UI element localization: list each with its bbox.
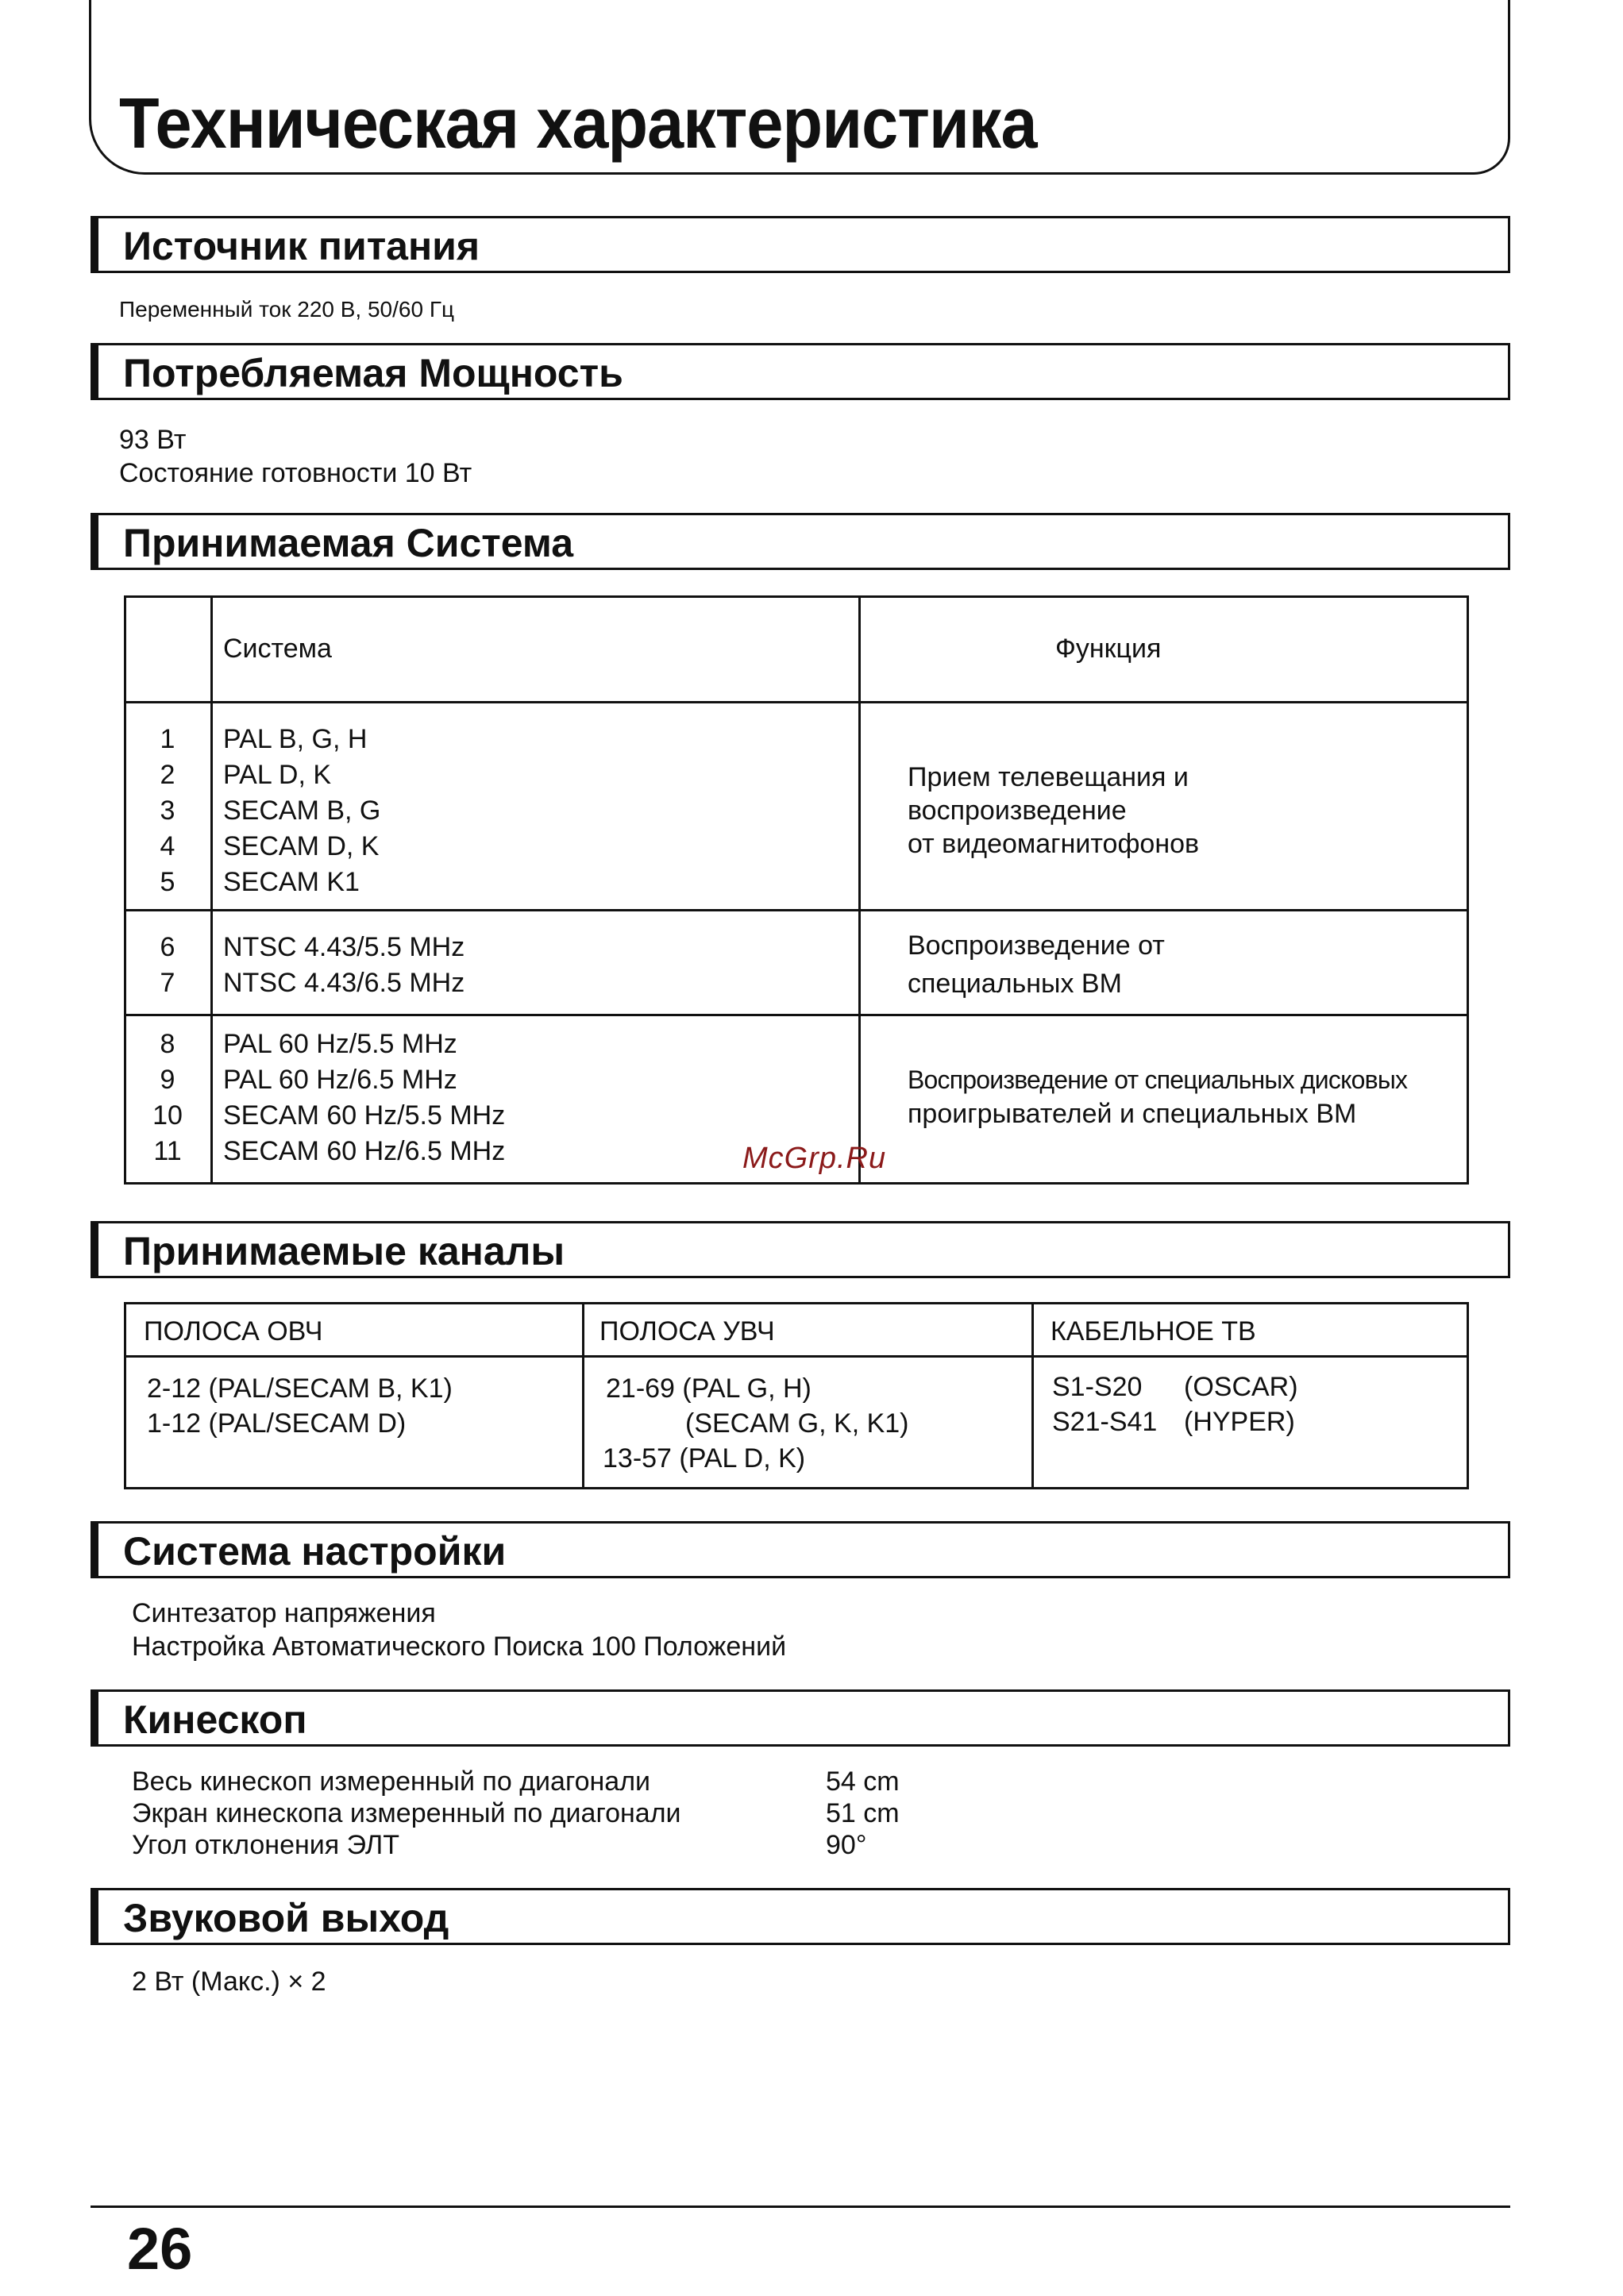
footer-rule bbox=[91, 2205, 1510, 2208]
channels-heading-label: Принимаемые каналы bbox=[123, 1229, 565, 1273]
section-heading-channels bbox=[91, 1221, 1510, 1278]
function-text: от видеомагнитофонов bbox=[908, 829, 1200, 859]
audio-heading-label: Звуковой выход bbox=[123, 1896, 449, 1940]
crt-label: Угол отклонения ЭЛТ bbox=[132, 1830, 399, 1860]
system-name: SECAM 60 Hz/5.5 MHz bbox=[223, 1100, 506, 1131]
power-value: Переменный ток 220 В, 50/60 Гц bbox=[119, 297, 455, 322]
section-heading-crt bbox=[91, 1689, 1510, 1747]
tuning-heading-label: Система настройки bbox=[123, 1529, 507, 1574]
page-title: Техническая характеристика bbox=[119, 84, 1037, 164]
channels-table bbox=[124, 1302, 1469, 1489]
system-col-header: Система bbox=[223, 634, 332, 664]
system-name: NTSC 4.43/5.5 MHz bbox=[223, 932, 465, 962]
function-col-header: Функция bbox=[1055, 634, 1162, 664]
system-name: PAL 60 Hz/6.5 MHz bbox=[223, 1065, 457, 1095]
function-text: специальных ВМ bbox=[908, 969, 1122, 999]
system-name: SECAM D, K bbox=[223, 831, 380, 861]
cable-name: (OSCAR) bbox=[1184, 1372, 1298, 1402]
cable-col-header: КАБЕЛЬНОЕ ТВ bbox=[1051, 1316, 1256, 1346]
crt-heading-label: Кинескоп bbox=[123, 1697, 307, 1742]
crt-label: Экран кинескопа измеренный по диагонали bbox=[132, 1798, 681, 1828]
function-text: проигрывателей и специальных ВМ bbox=[908, 1099, 1357, 1129]
system-name: PAL 60 Hz/5.5 MHz bbox=[223, 1029, 457, 1059]
row-number: 4 bbox=[160, 831, 175, 861]
system-name: NTSC 4.43/6.5 MHz bbox=[223, 968, 465, 998]
system-name: PAL D, K bbox=[223, 760, 332, 790]
system-name: SECAM 60 Hz/6.5 MHz bbox=[223, 1136, 506, 1166]
uhf-range: 21-69 (PAL G, H) bbox=[606, 1373, 812, 1404]
power-heading-label: Источник питания bbox=[123, 224, 480, 268]
cable-range: S21-S41 bbox=[1052, 1407, 1158, 1437]
system-heading-label: Принимаемая Система bbox=[123, 521, 574, 565]
row-number: 2 bbox=[160, 760, 175, 790]
row-number: 5 bbox=[160, 867, 175, 897]
section-heading-tuning bbox=[91, 1521, 1510, 1578]
row-number: 9 bbox=[160, 1065, 175, 1095]
uhf-range: 13-57 (PAL D, K) bbox=[603, 1443, 806, 1474]
consumption-value: 93 Вт bbox=[119, 425, 187, 455]
system-name: SECAM K1 bbox=[223, 867, 360, 897]
vhf-col-header: ПОЛОСА ОВЧ bbox=[144, 1316, 323, 1346]
row-number: 8 bbox=[160, 1029, 175, 1059]
crt-value: 51 cm bbox=[826, 1798, 900, 1828]
crt-value: 90° bbox=[826, 1830, 867, 1860]
page-number: 26 bbox=[127, 2216, 193, 2282]
section-heading-power bbox=[91, 216, 1510, 273]
row-number: 3 bbox=[160, 796, 175, 826]
cable-name: (HYPER) bbox=[1184, 1407, 1295, 1437]
section-heading-audio bbox=[91, 1888, 1510, 1945]
uhf-col-header: ПОЛОСА УВЧ bbox=[599, 1316, 775, 1346]
section-heading-consumption bbox=[91, 343, 1510, 400]
function-text: Прием телевещания и bbox=[908, 762, 1189, 792]
section-heading-system bbox=[91, 513, 1510, 570]
vhf-range: 2-12 (PAL/SECAM B, K1) bbox=[147, 1373, 453, 1404]
function-text: воспроизведение bbox=[908, 796, 1127, 826]
watermark: McGrp.Ru bbox=[742, 1142, 887, 1175]
tuning-line: Синтезатор напряжения bbox=[132, 1598, 436, 1628]
audio-value: 2 Вт (Макс.) × 2 bbox=[132, 1967, 326, 1997]
system-name: SECAM B, G bbox=[223, 796, 381, 826]
system-name: PAL B, G, H bbox=[223, 724, 368, 754]
crt-value: 54 cm bbox=[826, 1766, 900, 1797]
cable-range: S1-S20 bbox=[1052, 1372, 1143, 1402]
row-number: 1 bbox=[160, 724, 175, 754]
row-number: 10 bbox=[152, 1100, 183, 1131]
row-number: 7 bbox=[160, 968, 175, 998]
crt-label: Весь кинескоп измеренный по диагонали bbox=[132, 1766, 651, 1797]
row-number: 6 bbox=[160, 932, 175, 962]
function-text: Воспроизведение от bbox=[908, 930, 1165, 961]
uhf-range: (SECAM G, K, K1) bbox=[685, 1408, 909, 1439]
system-table bbox=[124, 595, 1469, 1185]
tuning-line: Настройка Автоматического Поиска 100 Положений bbox=[132, 1631, 787, 1662]
function-text: Воспроизведение от специальных дисковых bbox=[908, 1065, 1408, 1094]
vhf-range: 1-12 (PAL/SECAM D) bbox=[147, 1408, 407, 1439]
standby-value: Состояние готовности 10 Вт bbox=[119, 458, 472, 488]
consumption-heading-label: Потребляемая Мощность bbox=[123, 351, 623, 395]
row-number: 11 bbox=[153, 1136, 182, 1166]
